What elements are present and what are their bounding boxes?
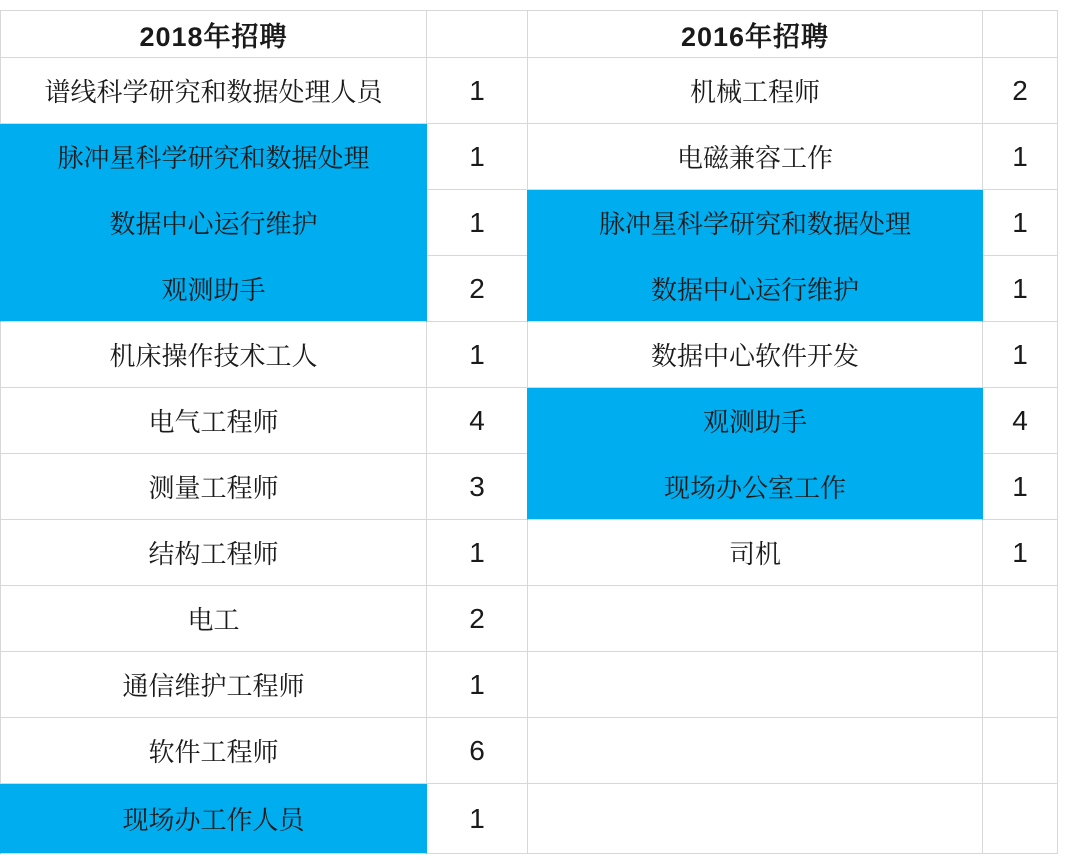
headcount-cell: 1	[427, 784, 527, 854]
empty-cell	[983, 784, 1058, 854]
headcount-cell: 2	[427, 586, 527, 652]
table-row	[0, 190, 527, 256]
table-row	[527, 124, 1058, 190]
empty-cell	[983, 586, 1058, 652]
job-title-cell: 脉冲星科学研究和数据处理	[0, 124, 427, 190]
empty-cell	[527, 784, 983, 854]
table-row	[527, 58, 1058, 124]
table-row	[0, 124, 527, 190]
empty-cell	[527, 718, 983, 784]
recruitment-table-2018	[0, 10, 527, 854]
table-row	[527, 256, 1058, 322]
job-title-cell: 通信维护工程师	[0, 652, 427, 718]
job-title-cell: 机床操作技术工人	[0, 322, 427, 388]
job-title-cell: 观测助手	[527, 388, 983, 454]
table-row	[0, 784, 527, 854]
table-row-empty	[527, 586, 1058, 652]
job-title-cell: 司机	[527, 520, 983, 586]
headcount-cell: 1	[983, 124, 1058, 190]
table-row-empty	[527, 652, 1058, 718]
job-title-cell: 电气工程师	[0, 388, 427, 454]
headcount-cell: 1	[427, 520, 527, 586]
table-row	[0, 652, 527, 718]
table-row	[0, 388, 527, 454]
header-title-2016: 2016年招聘	[527, 11, 983, 58]
job-title-cell: 电磁兼容工作	[527, 124, 983, 190]
headcount-cell: 1	[983, 256, 1058, 322]
job-title-cell: 观测助手	[0, 256, 427, 322]
job-title-cell: 现场办公室工作	[527, 454, 983, 520]
table-row	[527, 388, 1058, 454]
headcount-cell: 1	[983, 190, 1058, 256]
headcount-cell: 3	[427, 454, 527, 520]
table-row	[0, 454, 527, 520]
job-title-cell: 软件工程师	[0, 718, 427, 784]
job-title-cell: 结构工程师	[0, 520, 427, 586]
table-row	[527, 520, 1058, 586]
headcount-cell: 4	[427, 388, 527, 454]
table-row	[0, 322, 527, 388]
job-title-cell: 现场办工作人员	[0, 784, 427, 854]
empty-cell	[527, 652, 983, 718]
header-empty-cell	[427, 11, 527, 58]
headcount-cell: 6	[427, 718, 527, 784]
job-title-cell: 数据中心运行维护	[0, 190, 427, 256]
headcount-cell: 1	[983, 454, 1058, 520]
header-empty-cell	[983, 11, 1058, 58]
job-title-cell: 测量工程师	[0, 454, 427, 520]
table-row	[0, 520, 527, 586]
job-title-cell: 机械工程师	[527, 58, 983, 124]
headcount-cell: 1	[427, 322, 527, 388]
empty-cell	[527, 586, 983, 652]
job-title-cell: 脉冲星科学研究和数据处理	[527, 190, 983, 256]
table-header	[527, 11, 1058, 58]
headcount-cell: 1	[427, 124, 527, 190]
job-title-cell: 数据中心运行维护	[527, 256, 983, 322]
table-row	[527, 190, 1058, 256]
header-title-2018: 2018年招聘	[0, 11, 427, 58]
table-row-empty	[527, 718, 1058, 784]
headcount-cell: 4	[983, 388, 1058, 454]
table-row	[0, 256, 527, 322]
job-title-cell: 谱线科学研究和数据处理人员	[0, 58, 427, 124]
table-row	[0, 586, 527, 652]
table-header	[0, 11, 527, 58]
empty-cell	[983, 652, 1058, 718]
table-row-empty	[527, 784, 1058, 854]
headcount-cell: 2	[983, 58, 1058, 124]
job-title-cell: 数据中心软件开发	[527, 322, 983, 388]
table-row	[0, 58, 527, 124]
table-row	[527, 454, 1058, 520]
recruitment-table-2016	[527, 10, 1058, 854]
headcount-cell: 1	[983, 322, 1058, 388]
headcount-cell: 1	[983, 520, 1058, 586]
headcount-cell: 1	[427, 190, 527, 256]
job-title-cell: 电工	[0, 586, 427, 652]
empty-cell	[983, 718, 1058, 784]
headcount-cell: 1	[427, 58, 527, 124]
table-row	[527, 322, 1058, 388]
headcount-cell: 1	[427, 652, 527, 718]
headcount-cell: 2	[427, 256, 527, 322]
table-row	[0, 718, 527, 784]
